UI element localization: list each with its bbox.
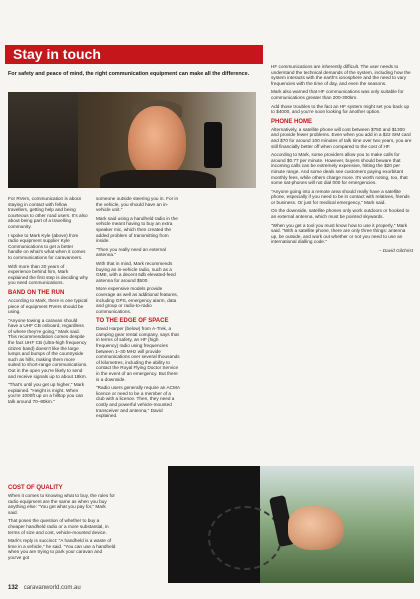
paragraph: "When you get a tool you must know how to use it properly," Mark said. "With a satellite phone, there are only three things: antenna up, be outside, and work out whether or not you need to use an international dialling code." (271, 222, 408, 245)
paragraph: According to Mark, some providers allow you to make calls for around $0.77 per minute. However, buyers should beware that incoming calls can be extremely expensive, hitting the $20 per minute range. And some deals see customers paying exorbitant monthly fees, while others charge more. It's worth noting, too, that some sat-phones will not dial 000 for emergencies. (271, 152, 408, 186)
column-3 (271, 64, 413, 257)
paragraph: With that in mind, Mark recommends buying an in-vehicle radio, such as a GME, with a decent 6db elevated-feed antenna for around $500. (96, 260, 176, 283)
paragraph: With more than 20 years of experience behind him, Mark explained the first step is deciding why you need communications. (8, 263, 88, 286)
paragraph: someone outside steering you in. For in the vehicle, you should have an in-vehicle unit." (96, 196, 179, 213)
title-banner (5, 45, 263, 64)
heading-edge-of-space: TO THE EDGE OF SPACE (96, 318, 169, 325)
paragraph: Alternatively, a satellite phone will cost between $750 and $1300 and provide fewer problems. Even when you add in a $22 SIM card and $70 for around 100 minutes of talk time over two years, you are still financially better off when compared to the cost of HF. (271, 126, 412, 149)
paragraph: Mark also warned that HF communications was only suitable for communications greater than 200-300km. (271, 89, 404, 100)
photo-handset-in-car (168, 466, 414, 583)
photo-hand (288, 506, 344, 550)
page-number: 132 (8, 585, 19, 591)
paragraph: "That's until you get up higher," Mark explained. "Height is might. When you're 1000ft up on a hilltop you can talk around 70–80km." (8, 382, 85, 404)
column-2 (96, 196, 180, 422)
photo-radio (204, 122, 222, 168)
heading-band-on-the-run: BAND ON THE RUN (8, 289, 65, 296)
paragraph: Add those troubles to the fact an HF system might set you back up to $4000, and you're soon looking for another option. (271, 103, 410, 115)
photo-mark-kyle (8, 92, 256, 188)
paragraph: According to Mark, there is one typical piece of equipment RVers should be using. (8, 297, 88, 315)
paragraph: I spoke to Mark Kyle (above) from radio equipment supplier Kyle Communications to get a better handle on what's what when it comes to communications for caravanners. (8, 232, 86, 260)
paragraph: Mark's reply is succinct: "A handheld is a waste of time in a vehicle," he said. "You can use a handheld when you are trying to park your caravan and you've got (8, 538, 116, 560)
paragraph: "Anyone going into a remote area should really have a satellite phone, especially if you need to be in contact with relatives, friends or business. Or just for medical emergency," Mark said. (271, 188, 410, 205)
paragraph: On the downside, satellite phones only work outdoors or hooked to an external antenna, which must be pointed skywards. (271, 208, 410, 220)
photo-face (128, 106, 186, 178)
photo-background-shelf (8, 92, 78, 188)
page-title: Stay in touch (13, 46, 101, 62)
paragraph: David Harper (below) from A-Trek, a camping gear rental company, says that in terms of safety, an HF (high frequency) radio using frequencies between 1–30 MHz will provide communications over several thousands of kilometres, including the ability to contact the Royal Flying Doctor Service in the event of an emergency. But there is a downside. (96, 326, 180, 382)
paragraph: Mark said using a handheld radio in the vehicle meant having to buy an extra speaker mic, which then created the added problem of transmitting from inside. (96, 215, 178, 244)
column-1 (8, 196, 88, 408)
paragraph: "Then you really need an external antenna." (96, 246, 166, 258)
standfirst: For safety and peace of mind, the right communication equipment can make all the difference. (8, 71, 250, 77)
paragraph: When it comes to knowing what to buy, the rules for radio equipment are the same as when you buy anything else: "You get what you pay for," Mark said. (8, 493, 115, 515)
photo-shirt (100, 170, 216, 188)
author-signature: – David Gilchrist (378, 248, 413, 254)
paragraph: HF communications are inherently difficult. The user needs to understand the technical demands of the system, including how the system interacts with the earth's ionosphere and the need to vary frequencies with the time of day, and even the seasons. (271, 64, 411, 86)
column-1-bottom (8, 481, 116, 564)
paragraph: "Anyone towing a caravan should have a UHF CB onboard, regardless of where they're going," Mark said. This recommendation comes despite the fact UHF CB (ultra-high frequency citizen band) doesn't like the large lumps and bumps of the countryside such as hills, making them more suited to short-range communications. Out in the open you're likely to send and receive signals up to about 18km. (8, 317, 88, 379)
paragraph: "Radio users generally require an ACMA licence or need to be a member of a club with a licence. Then, they need a costly and powerful vehicle-mounted transceiver and antenna," David explained. (96, 385, 180, 419)
photo-coiled-cord (208, 506, 282, 570)
paragraph: More expensive models provide coverage as well as additional features, including GPS, emergency alarm, data and group or radio-to-radio communications. (96, 286, 179, 314)
paragraph: For RVers, communication is about staying in contact with fellow travellers, getting help and being courteous to other road users. It's also about being part of a travelling community. (8, 196, 88, 229)
page-footer (8, 585, 81, 591)
heading-phone-home: PHONE HOME (271, 118, 313, 125)
heading-cost-of-quality: COST OF QUALITY (8, 485, 63, 491)
paragraph: That poses the question of whether to buy a cheaper handheld radio or a more substantial, in terms of size and cost, vehicle-mounted device. (8, 518, 109, 535)
footer-site: caravanworld.com.au (23, 585, 81, 591)
